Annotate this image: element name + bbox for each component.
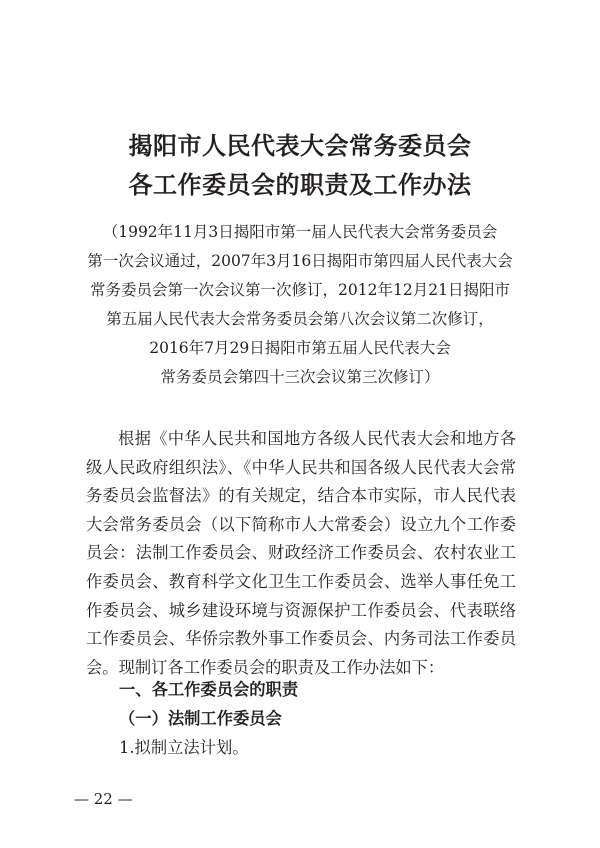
revision-line: 常务委员会第四十三次会议第三次修订） xyxy=(160,368,440,386)
section-heading: 一、各工作委员会的职责 xyxy=(119,680,299,699)
revision-line: 第一次会议通过，2007年3月16日揭阳市第四届人民代表大会 xyxy=(87,252,513,270)
revision-line: 第五届人民代表大会常务委员会第八次会议第二次修订， xyxy=(106,310,494,328)
subsection-heading: （一）法制工作委员会 xyxy=(119,709,282,728)
document-title-line-1: 揭阳市人民代表大会常务委员会 xyxy=(128,131,472,160)
page-number: — 22 — xyxy=(74,790,133,808)
revision-line: 常务委员会第一次会议第一次修订，2012年12月21日揭阳市 xyxy=(90,281,510,299)
revision-note xyxy=(60,218,540,392)
revision-line: （1992年11月3日揭阳市第一届人民代表大会常务委员会 xyxy=(102,223,498,241)
revision-line: 2016年7月29日揭阳市第五届人民代表大会 xyxy=(149,339,451,357)
body-paragraph: 根据《中华人民共和国地方各级人民代表大会和地方各级人民政府组织法》、《中华人民共和国各级人民代表大会常务委员会监督法》的有关规定，结合本市实际，市人民代表大会常务委员会（以下简称市人大常委会）设立九个工作委员会：法制工作委员会、财政经济工作委员会、农村农业工作委员会、教育科学文化卫生工作委员会、选举人事任免工作委员会、城乡建设环境与资源保护工作委员会、代表联络工作委员会、华侨宗教外事工作委员会、内务司法工作委员会。现制订各工作委员会的职责及工作办法如下： xyxy=(86,429,516,677)
list-item: 1.拟制立法计划。 xyxy=(119,738,249,757)
document-title-line-2: 各工作委员会的职责及工作办法 xyxy=(128,170,472,199)
